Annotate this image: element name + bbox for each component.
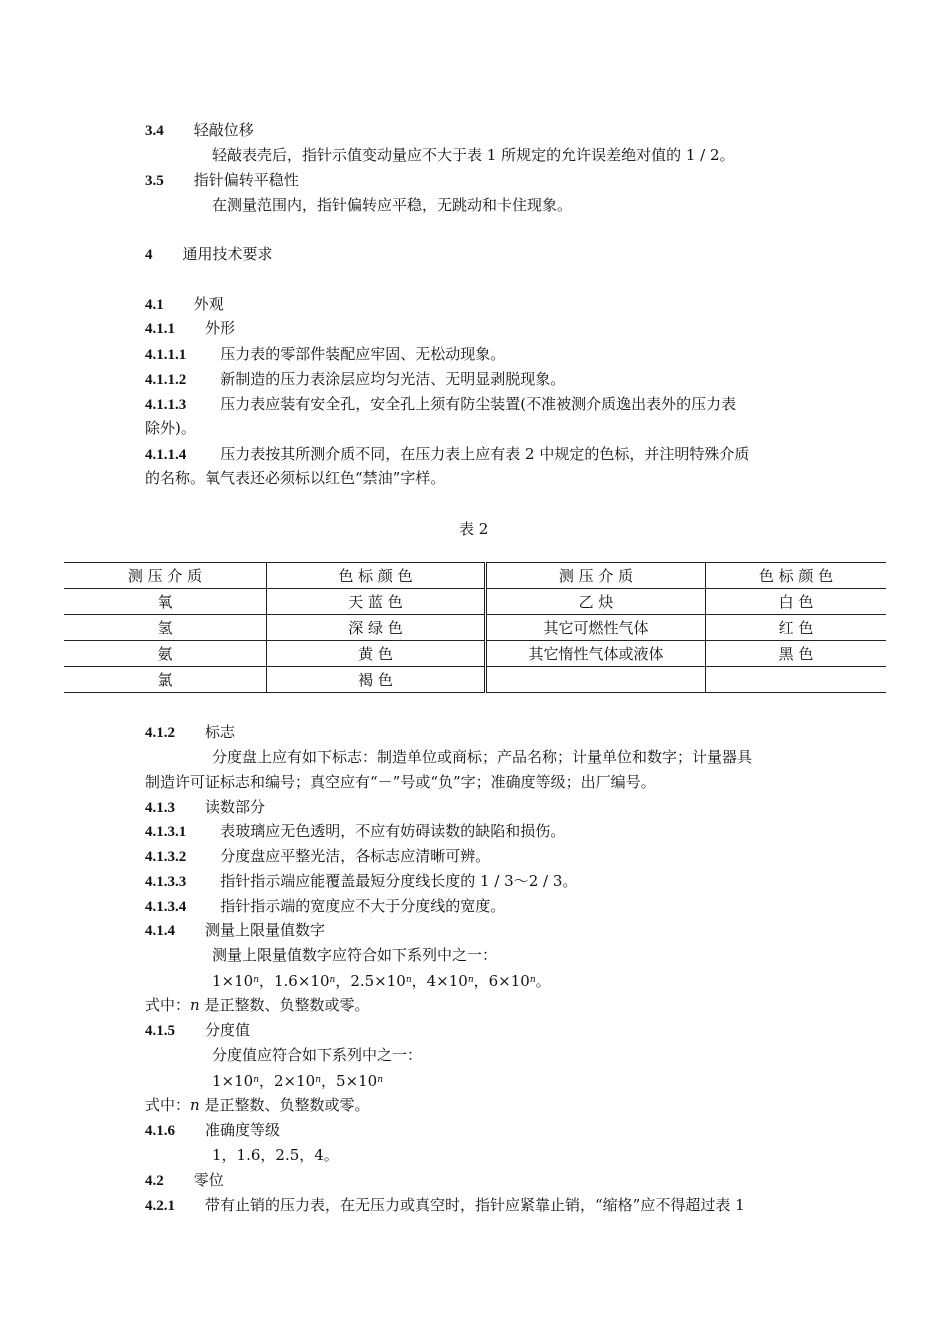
table-row — [64, 641, 886, 667]
table-cell: 红 色 — [706, 615, 887, 641]
section-number: 4.2 — [145, 1173, 164, 1189]
table-cell: 氢 — [64, 615, 267, 641]
section-4-2-heading — [145, 1170, 224, 1191]
section-number: 4.1.1.2 — [145, 372, 187, 388]
table-cell: 乙 炔 — [486, 589, 706, 615]
exponent: n — [377, 1075, 383, 1085]
section-text: 压力表按其所测介质不同，在压力表上应有表 2 中规定的色标，并注明特殊介质 — [220, 445, 750, 463]
section-text: 带有止销的压力表，在无压力或真空时，指针应紧靠止销，“缩格”应不得超过表 1 — [205, 1196, 745, 1214]
section-4-1-3-4 — [145, 896, 505, 917]
table-cell — [486, 667, 706, 693]
exponent: n — [315, 1075, 321, 1085]
exponent: n — [253, 975, 259, 985]
series-term: 1×10 — [212, 1072, 254, 1090]
section-number: 4.1.2 — [145, 725, 175, 741]
series-term: ，1.6×10 — [259, 972, 330, 990]
section-text: 压力表的零部件装配应牢固、无松动现象。 — [220, 345, 506, 363]
section-4-1-3-3 — [145, 871, 577, 892]
section-number: 4.1.1.1 — [145, 347, 187, 363]
section-text: 表玻璃应无色透明，不应有妨碍读数的缺陷和损伤。 — [220, 822, 566, 840]
table-cell: 氧 — [64, 589, 267, 615]
section-4-1-heading — [145, 294, 224, 315]
section-4-1-2-text-cont: 制造许可证标志和编号；真空应有“－”号或“负”字；准确度等级；出厂编号。 — [145, 773, 656, 791]
table-row — [64, 589, 886, 615]
section-4-1-1-4 — [145, 444, 749, 465]
section-number: 4.1.3 — [145, 800, 175, 816]
section-3-4-heading — [145, 120, 254, 141]
table-cell: 褐 色 — [267, 667, 486, 693]
series-term: ，2×10 — [259, 1072, 316, 1090]
section-number: 4.1 — [145, 297, 164, 313]
section-title: 读数部分 — [205, 798, 266, 816]
section-3-5-heading — [145, 170, 299, 191]
series-term: ，2.5×10 — [335, 972, 406, 990]
color-code-table — [64, 562, 886, 693]
division-series — [212, 1070, 383, 1091]
header-cell: 测 压 介 质 — [64, 563, 267, 589]
section-4-1-1-1 — [145, 344, 505, 365]
header-cell: 测 压 介 质 — [486, 563, 706, 589]
section-title: 通用技术要求 — [182, 245, 273, 263]
upper-limit-series — [212, 970, 551, 991]
note-variable: n — [190, 1096, 200, 1114]
note-variable: n — [190, 996, 200, 1014]
section-number: 4.1.1 — [145, 321, 175, 337]
note-prefix: 式中： — [145, 996, 191, 1014]
section-4-1-3-2 — [145, 846, 490, 867]
section-number: 4.1.3.3 — [145, 874, 187, 890]
table-cell: 天 蓝 色 — [267, 589, 486, 615]
section-4-1-4-note — [145, 995, 369, 1015]
section-4-1-4-heading — [145, 920, 325, 941]
section-title: 轻敲位移 — [193, 121, 254, 139]
section-4-1-2-heading — [145, 722, 235, 743]
section-4-1-4-text: 测量上限量值数字应符合如下系列中之一： — [212, 946, 498, 964]
section-title: 外形 — [205, 319, 236, 337]
section-text: 指针指示端的宽度应不大于分度线的宽度。 — [220, 897, 506, 915]
section-number: 4.1.6 — [145, 1123, 175, 1139]
exponent: n — [253, 1075, 259, 1085]
section-number: 4.1.3.1 — [145, 824, 187, 840]
section-title: 准确度等级 — [205, 1121, 281, 1139]
section-4-1-2-text: 分度盘上应有如下标志：制造单位或商标；产品名称；计量单位和数字；计量器具 — [212, 748, 753, 766]
note-prefix: 式中： — [145, 1096, 191, 1114]
note-text: 是正整数、负整数或零。 — [199, 996, 370, 1014]
table-caption: 表 2 — [459, 520, 489, 538]
series-term: ，5×10 — [321, 1072, 378, 1090]
exponent: n — [405, 975, 412, 985]
table-cell: 白 色 — [706, 589, 887, 615]
section-number: 4.1.3.4 — [145, 899, 187, 915]
section-4-1-5-heading — [145, 1020, 250, 1041]
series-term: ，6×10 — [473, 972, 530, 990]
section-4-1-6-heading — [145, 1120, 280, 1141]
exponent: n — [467, 975, 474, 985]
exponent: n — [329, 975, 336, 985]
section-number: 4.1.4 — [145, 923, 175, 939]
section-text: 压力表应装有安全孔，安全孔上须有防尘装置(不准被测介质逸出表外的压力表 — [220, 395, 737, 413]
section-4-1-3-heading — [145, 797, 265, 818]
table-cell: 氨 — [64, 641, 267, 667]
section-title: 分度值 — [205, 1021, 251, 1039]
section-4-1-5-note — [145, 1095, 369, 1115]
section-number: 4.1.3.2 — [145, 849, 187, 865]
section-4-1-6-text: 1，1.6，2.5，4。 — [212, 1146, 339, 1164]
section-text: 新制造的压力表涂层应均匀光洁、无明显剥脱现象。 — [220, 370, 566, 388]
section-4-1-5-text: 分度值应符合如下系列中之一： — [212, 1046, 423, 1064]
section-4-2-1 — [145, 1195, 745, 1216]
section-4-1-1-3-cont: 除外)。 — [145, 419, 196, 437]
section-title: 零位 — [193, 1171, 224, 1189]
header-cell: 色 标 颜 色 — [706, 563, 887, 589]
section-3-5-text: 在测量范围内，指针偏转应平稳，无跳动和卡住现象。 — [212, 196, 573, 214]
series-term: 。 — [535, 972, 551, 990]
section-title: 指针偏转平稳性 — [193, 171, 299, 189]
section-text: 指针指示端应能覆盖最短分度线长度的 1 / 3～2 / 3。 — [220, 872, 578, 890]
section-number: 4.1.1.4 — [145, 447, 187, 463]
table-cell: 黄 色 — [267, 641, 486, 667]
table-row — [64, 667, 886, 693]
table-row — [64, 615, 886, 641]
section-number: 3.4 — [145, 123, 164, 139]
table-header-row — [64, 563, 886, 589]
section-4-1-1-2 — [145, 369, 565, 390]
section-4-1-1-3 — [145, 394, 736, 415]
section-title: 外观 — [193, 295, 224, 313]
note-text: 是正整数、负整数或零。 — [199, 1096, 370, 1114]
table-cell: 氯 — [64, 667, 267, 693]
section-text: 分度盘应平整光洁，各标志应清晰可辨。 — [220, 847, 491, 865]
table-cell: 其它惰性气体或液体 — [486, 641, 706, 667]
series-term: ，4×10 — [411, 972, 468, 990]
section-title: 标志 — [205, 723, 236, 741]
section-number: 3.5 — [145, 173, 164, 189]
section-number: 4.1.5 — [145, 1023, 175, 1039]
section-number: 4 — [145, 247, 153, 263]
section-4-1-1-4-cont: 的名称。氧气表还必须标以红色“禁油”字样。 — [145, 469, 446, 487]
section-4-1-1-heading — [145, 318, 235, 339]
section-4-1-3-1 — [145, 821, 565, 842]
header-cell: 色 标 颜 色 — [267, 563, 486, 589]
section-3-4-text: 轻敲表壳后，指针示值变动量应不大于表 1 所规定的允许误差绝对值的 1 / 2。 — [212, 146, 735, 164]
section-number: 4.2.1 — [145, 1198, 175, 1214]
section-title: 测量上限量值数字 — [205, 921, 326, 939]
section-4-heading — [145, 244, 273, 265]
table-cell: 黑 色 — [706, 641, 887, 667]
table-cell: 其它可燃性气体 — [486, 615, 706, 641]
exponent: n — [529, 975, 536, 985]
table-cell: 深 绿 色 — [267, 615, 486, 641]
section-number: 4.1.1.3 — [145, 397, 187, 413]
series-term: 1×10 — [212, 972, 254, 990]
table-cell — [706, 667, 887, 693]
